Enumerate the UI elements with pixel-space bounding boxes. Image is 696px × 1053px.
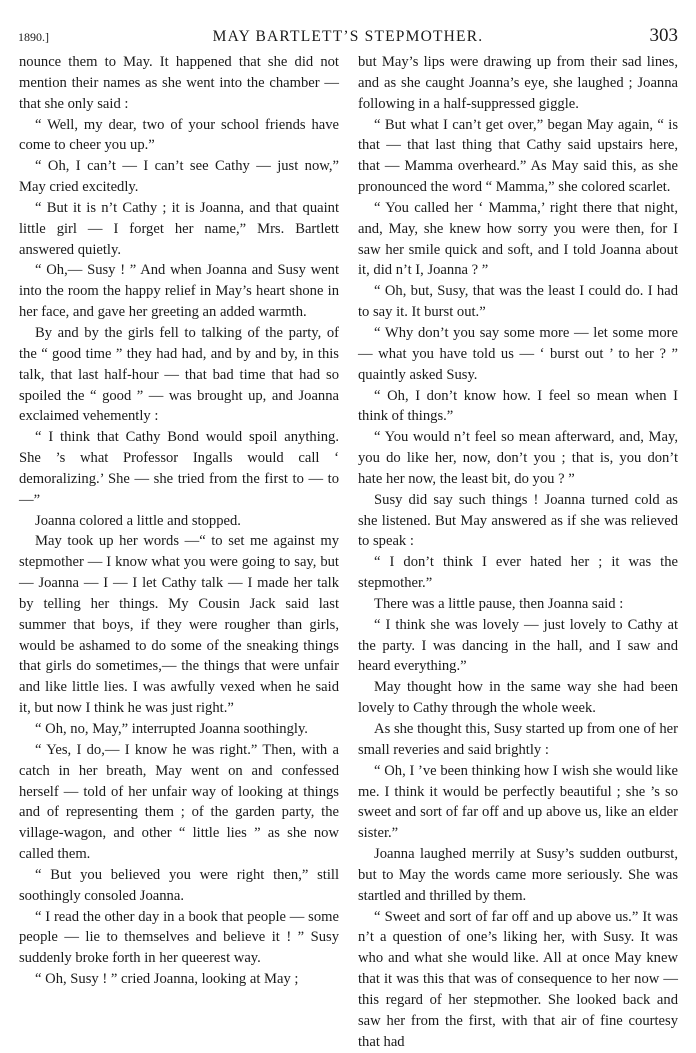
paragraph: May took up her words —“ to set me against my stepmother — I know what you were going to say, but — Joanna — I — I let Cathy talk — I made her talk by telling her things. My Cousin Jack said last summer that boys, if they were rougher than girls, would be ashamed to do some of the sneaking things that girls do sometimes,— the things that were unfair and like little lies. I was awfully vexed when he said it, but now I think he was just right.” — [19, 533, 339, 717]
paragraph: “ Yes, I do,— I know he was right.” Then, with a catch in her breath, May went on and confessed herself — told of her unfair way of looking at things and of representing them ; of the garden party, the village-wagon, and other “ little lies ” as she now called them. — [19, 741, 339, 863]
running-header — [18, 22, 678, 52]
paragraph: “ Oh, but, Susy, that was the least I could do. I had to say it. It burst out.” — [358, 283, 678, 321]
paragraph: “ I think she was lovely — just lovely to Cathy at the party. I was dancing in the hall, and I saw and heard everything.” — [358, 616, 678, 675]
left-column — [19, 52, 339, 990]
paragraph: “ Sweet and sort of far off and up above us.” It was n’t a question of one’s liking her, with Susy. It was who and what she would like. All at once May knew that it was this that was of consequence to her now — this regard of her stepmother. She looked back and saw her from the first, with that air of fine courtesy that had — [358, 908, 678, 1050]
paragraph: “ Oh, I ’ve been thinking how I wish she would like me. I think it would be perfectly beautiful ; she ’s so sweet and sort of far off and up above us, like an elder sister.” — [358, 762, 678, 842]
issue-date: 1890.] — [18, 30, 49, 44]
paragraph: “ Well, my dear, two of your school friends have come to cheer you up.” — [19, 116, 339, 154]
page-number: 303 — [649, 25, 678, 46]
paragraph: “ I think that Cathy Bond would spoil anything. She ’s what Professor Ingalls would call ‘ demoralizing.’ She — she tried from the first to — to —” — [19, 429, 339, 508]
paragraph: May thought how in the same way she had been lovely to Cathy through the whole week. — [358, 679, 678, 717]
paragraph: As she thought this, Susy started up from one of her small reveries and said brightly : — [358, 721, 678, 758]
right-column — [358, 52, 678, 1053]
paragraph: “ Oh,— Susy ! ” And when Joanna and Susy went into the room the happy relief in May’s heart shone in her face, and gave her greeting an added warmth. — [19, 262, 339, 321]
paragraph: “ But it is n’t Cathy ; it is Joanna, and that quaint little girl — I forget her name,” Mrs. Bartlett answered quietly. — [19, 199, 339, 258]
paragraph: “ Oh, Susy ! ” cried Joanna, looking at May ; — [35, 971, 299, 988]
paragraph: “ I don’t think I ever hated her ; it was the stepmother.” — [358, 554, 678, 592]
paragraph: “ You called her ‘ Mamma,’ right there that night, and, May, she knew how sorry you were then, for I saw her smile quick and soft, and I told Joanna about it, did n’t I, Joanna ? ” — [358, 199, 678, 279]
paragraph: nounce them to May. It happened that she did not mention their names as she went into the chamber — that she only said : — [19, 54, 339, 112]
paragraph: By and by the girls fell to talking of the party, of the “ good time ” they had had, and by and by, in this talk, that last half-hour — that bad time that had so spoiled the “ good ” — was brought up, and Joanna exclaimed vehemently : — [19, 324, 339, 425]
paragraph: “ Why don’t you say some more — let some more — what you have told us — ‘ burst out ’ to her ? ” quaintly asked Susy. — [358, 324, 678, 383]
paragraph: Susy did say such things ! Joanna turned cold as she listened. But May answered as if she was relieved to speak : — [358, 491, 678, 550]
paragraph: “ But what I can’t get over,” began May again, “ is that — that last thing that Cathy said upstairs here, that — Mamma overheard.” As May said this, as she pronounced the word “ Mamma,” she colored scarlet. — [358, 116, 678, 196]
paragraph: “ Oh, I can’t — I can’t see Cathy — just now,” May cried excitedly. — [19, 158, 339, 196]
paragraph: “ I read the other day in a book that people — some people — lie to themselves and believe it ! ” Susy suddenly broke forth in her queerest way. — [19, 908, 339, 967]
paragraph: “ Oh, no, May,” interrupted Joanna soothingly. — [35, 721, 308, 737]
paragraph: but May’s lips were drawing up from their sad lines, and as she caught Joanna’s eye, she laughed ; Joanna following in a half-suppressed giggle. — [358, 54, 678, 112]
paragraph: “ You would n’t feel so mean afterward, and, May, you do like her, now, don’t you ; that is, you don’t hate her now, the least bit, do you ? ” — [358, 429, 678, 487]
paragraph: Joanna laughed merrily at Susy’s sudden outburst, but to May the words came more seriously. She was startled and thrilled by them. — [358, 846, 678, 904]
paragraph: “ Oh, I don’t know how. I feel so mean when I think of things.” — [358, 387, 678, 425]
running-title: MAY BARTLETT’S STEPMOTHER. — [212, 28, 484, 45]
paragraph: Joanna colored a little and stopped. — [35, 512, 241, 529]
paragraph: “ But you believed you were right then,” still soothingly consoled Joanna. — [19, 866, 339, 904]
paragraph: There was a little pause, then Joanna said : — [374, 595, 624, 612]
